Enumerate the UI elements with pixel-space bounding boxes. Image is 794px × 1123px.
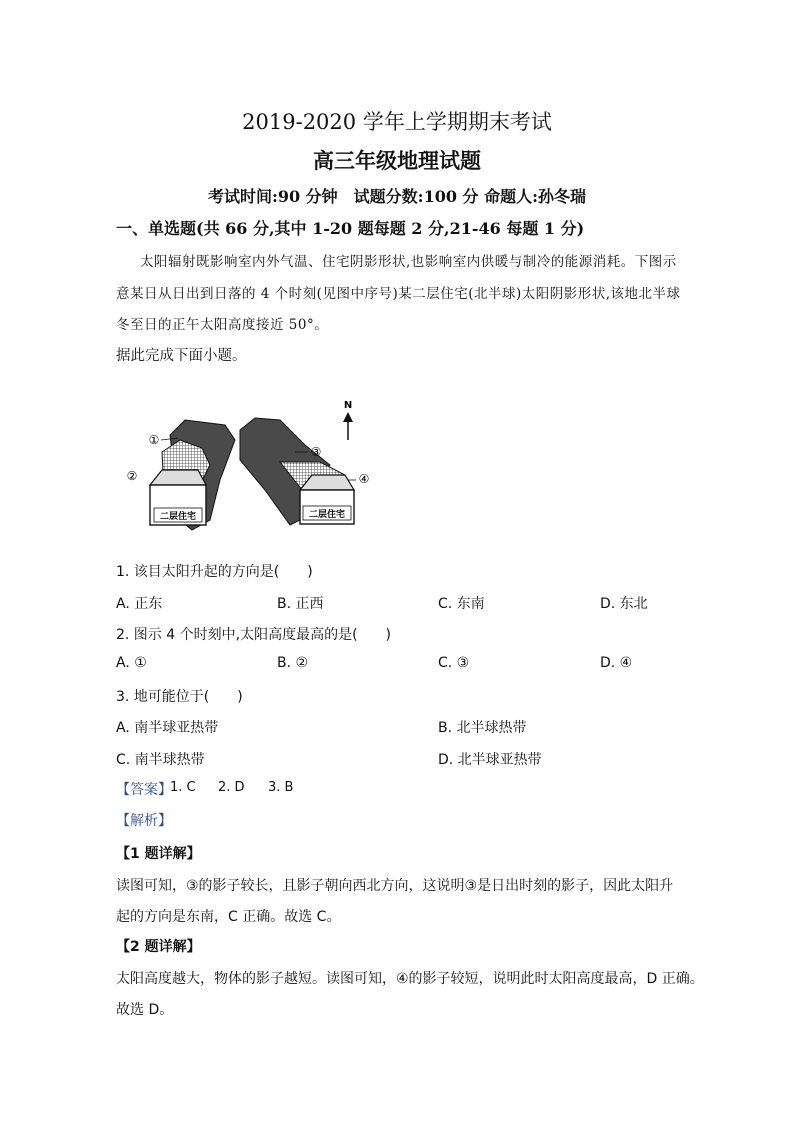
q1-detail-title: 【1 题详解】 [116,846,201,862]
section-heading: 一、单选题(共 66 分,其中 1-20 题每题 2 分,21-46 每题 1 分) [116,219,585,238]
label-2: ② [126,469,138,483]
passage-line-3: 冬至日的正午太阳高度接近 50°。 [116,317,329,333]
north-label: N [343,400,353,411]
exam-title: 2019-2020 学年上学期期末考试 [242,110,552,134]
q2-option-c[interactable]: C. ③ [438,655,470,671]
q1-detail-line-2: 起的方向是东南，C 正确。故选 C。 [116,909,341,925]
q3-option-b[interactable]: B. 北半球热带 [438,720,527,736]
passage-line-1: 太阳辐射既影响室内外气温、住宅阴影形状,也影响室内供暖与制冷的能源消耗。下图示 [140,254,677,270]
answer-label: 【答案】 [116,782,172,798]
question-3-stem: 3. 地可能位于( ) [116,689,243,705]
label-4: ④ [358,472,370,486]
house-left-label: 二层住宅 [159,512,197,522]
q2-detail-title: 【2 题详解】 [116,939,201,955]
q1-detail-line-1: 读图可知，③的影子较长，且影子朝向西北方向，这说明③是日出时刻的影子，因此太阳升 [116,878,674,894]
q1-option-b[interactable]: B. 正西 [277,596,324,612]
house-left-roof [150,470,206,485]
exam-meta: 考试时间:90 分钟 试题分数:100 分 命题人:孙冬瑞 [207,187,587,206]
house-right-label: 二层住宅 [308,510,346,520]
shadow-figure [126,370,390,545]
analysis-label: 【解析】 [116,813,172,829]
question-1-stem: 1. 该目太阳升起的方向是( ) [116,564,313,580]
shadow-diagram [126,370,390,545]
q1-option-a[interactable]: A. 正东 [116,596,163,612]
answer-1: 1. C [170,780,196,795]
passage-line-2: 意某日从日出到日落的 4 个时刻(见图中序号)某二层住宅(北半球)太阳阴影形状,该地北半球 [116,286,681,302]
answer-3: 3. B [268,780,294,795]
q3-option-a[interactable]: A. 南半球亚热带 [116,720,219,736]
passage-instruction: 据此完成下面小题。 [116,348,247,364]
q2-option-a[interactable]: A. ① [116,655,147,671]
label-1: ① [148,433,160,447]
north-arrow-icon [343,412,353,440]
q1-option-d[interactable]: D. 东北 [600,596,648,612]
question-2-stem: 2. 图示 4 个时刻中,太阳高度最高的是( ) [116,627,391,643]
q1-option-c[interactable]: C. 东南 [438,596,485,612]
q3-option-c[interactable]: C. 南半球热带 [116,752,205,768]
label-3: ③ [310,445,322,459]
q2-option-b[interactable]: B. ② [277,655,309,671]
q2-detail-line-1: 太阳高度越大，物体的影子越短。读图可知，④的影子较短，说明此时太阳高度最高，D 正确。 [116,971,704,987]
q3-option-d[interactable]: D. 北半球亚热带 [438,752,542,768]
exam-subtitle: 高三年级地理试题 [313,148,481,173]
answer-2: 2. D [218,780,245,795]
q2-option-d[interactable]: D. ④ [600,655,633,671]
q2-detail-line-2: 故选 D。 [116,1002,174,1018]
